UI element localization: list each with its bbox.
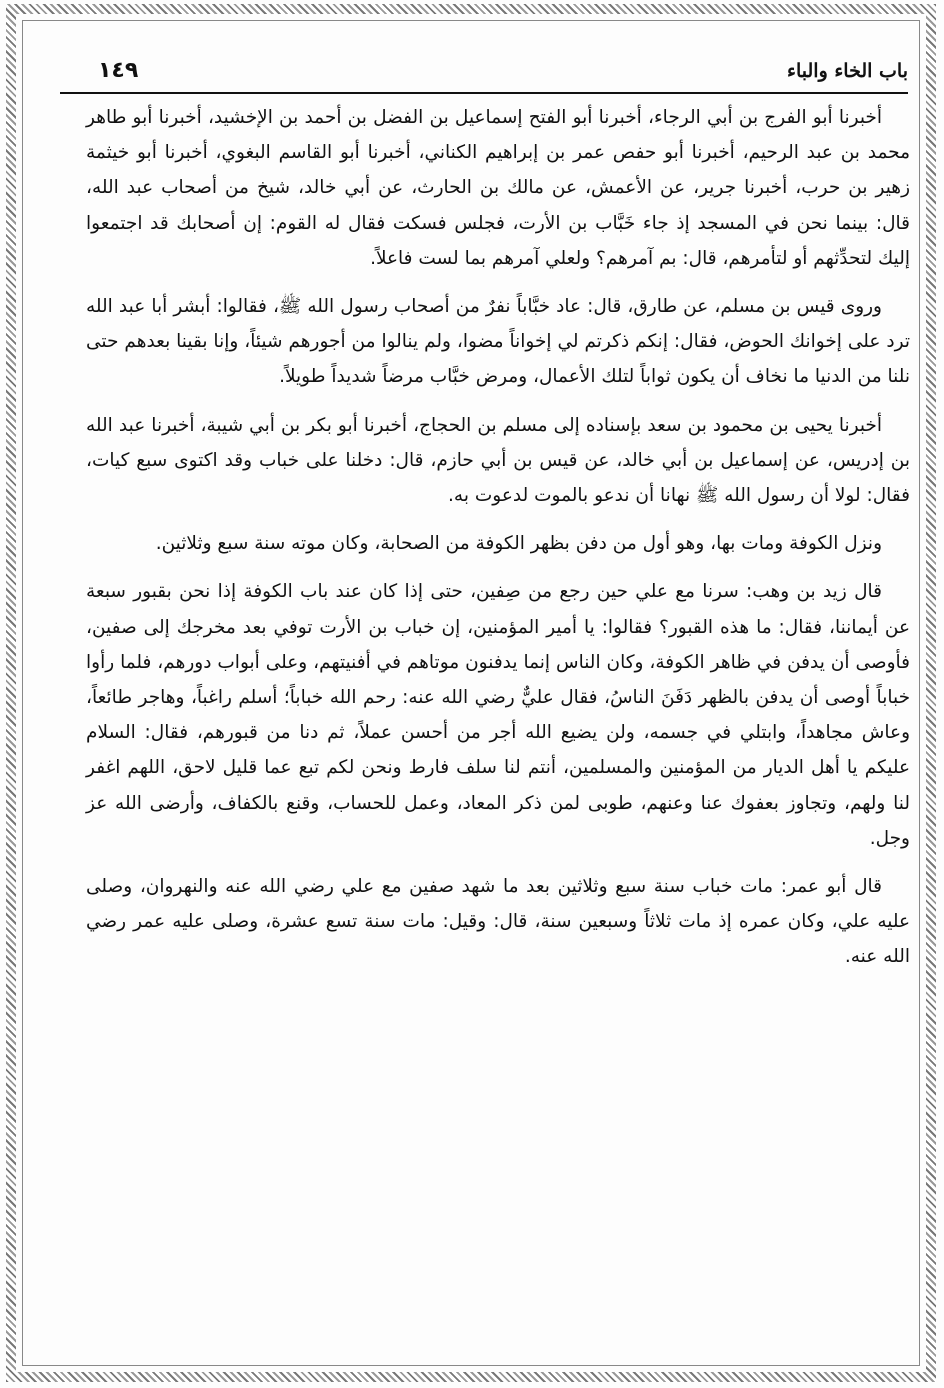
main-text [86, 100, 910, 1348]
paragraph: قال أبو عمر: مات خباب سنة سبع وثلاثين بعد ما شهد صفين مع علي رضي الله عنه والنهروان، وصلى عليه علي، وكان عمره إذ مات ثلاثاً وسبعين سنة، قال: وقيل: مات سنة تسع عشرة، وصلى عليه عمر رضي الله عنه. [86, 876, 910, 968]
paragraph: ونزل الكوفة ومات بها، وهو أول من دفن بظهر الكوفة من الصحابة، وكان موته سنة سبع وثلاثين. [155, 533, 882, 555]
paragraph: وروى قيس بن مسلم، عن طارق، قال: عاد خبَّاباً نفرٌ من أصحاب رسول الله ﷺ، فقالوا: أبشر أبا عبد الله ترد على إخوانك الحوض، فقال: إنكم ذكرتم لي إخواناً مضوا، ولم ينالوا من أجورهم شيئاً، وإنا بقينا بعدهم حتى نلنا من الدنيا ما نخاف أن يكون ثواباً لتلك الأعمال، ومرض خبَّاب مرضاً شديداً طويلاً. [86, 296, 910, 388]
chapter-title: باب الخاء والباء [787, 60, 908, 82]
running-header [60, 58, 908, 94]
page-number: ١٤٩ [98, 58, 139, 83]
paragraph: أخبرنا أبو الفرج بن أبي الرجاء، أخبرنا أبو الفتح إسماعيل بن الفضل بن أحمد بن الإخشيد، أخبرنا أبو طاهر محمد بن عبد الرحيم، أخبرنا أبو حفص عمر بن إبراهيم الكناني، أخبرنا أبو القاسم البغوي، أخبرنا أبو خيثمة زهير بن حرب، أخبرنا جرير، عن الأعمش، عن مالك بن الحارث، عن أبي خالد، شيخ من أصحاب عبد الله، قال: بينما نحن في المسجد إذ جاء خَبَّاب بن الأرت، فجلس فسكت فقال له القوم: إن أصحابك قد اجتمعوا إليك لتحدِّثهم أو لتأمرهم، قال: بم آمرهم؟ ولعلي آمرهم بما لست فاعلاً. [86, 107, 910, 269]
paragraph: قال زيد بن وهب: سرنا مع علي حين رجع من صِفين، حتى إذا كان عند باب الكوفة إذا نحن بقبور سبعة عن أيماننا، فقال: ما هذه القبور؟ فقالوا: يا أمير المؤمنين، إن خباب بن الأرت توفي بعد مخرجك إلى صفين، فأوصى أن يدفن في ظاهر الكوفة، وكان الناس إنما يدفنون موتاهم في أفنيتهم، وعلى أبواب دورهم، فلما رأوا خباباً أوصى أن يدفن بالظهر دَفَنَ الناسُ، فقال عليٌّ رضي الله عنه: رحم الله خباباً؛ أسلم راغباً، وهاجر طائعاً، وعاش مجاهداً، وابتلي في جسمه، ولن يضيع الله أجر من أحسن عملاً، ثم دنا من قبورهم، فقال: السلام عليكم يا أهل الديار من المؤمنين والمسلمين، أنتم لنا سلف فارط ونحن لكم تبع عما قليل لاحق، اللهم اغفر لنا ولهم، وتجاوز بعفوك عنا وعنهم، طوبى لمن ذكر المعاد، وعمل للحساب، وقنع بالكفاف، وأرضى الله عز وجل. [86, 581, 910, 849]
paragraph: أخبرنا يحيى بن محمود بن سعد بإسناده إلى مسلم بن الحجاج، أخبرنا أبو بكر بن أبي شيبة، أخبرنا عبد الله بن إدريس، عن إسماعيل بن أبي خالد، عن قيس بن أبي حازم، قال: دخلنا على خباب وقد اكتوى سبع كيات، فقال: لولا أن رسول الله ﷺ نهانا أن ندعو بالموت لدعوت به. [86, 414, 910, 507]
